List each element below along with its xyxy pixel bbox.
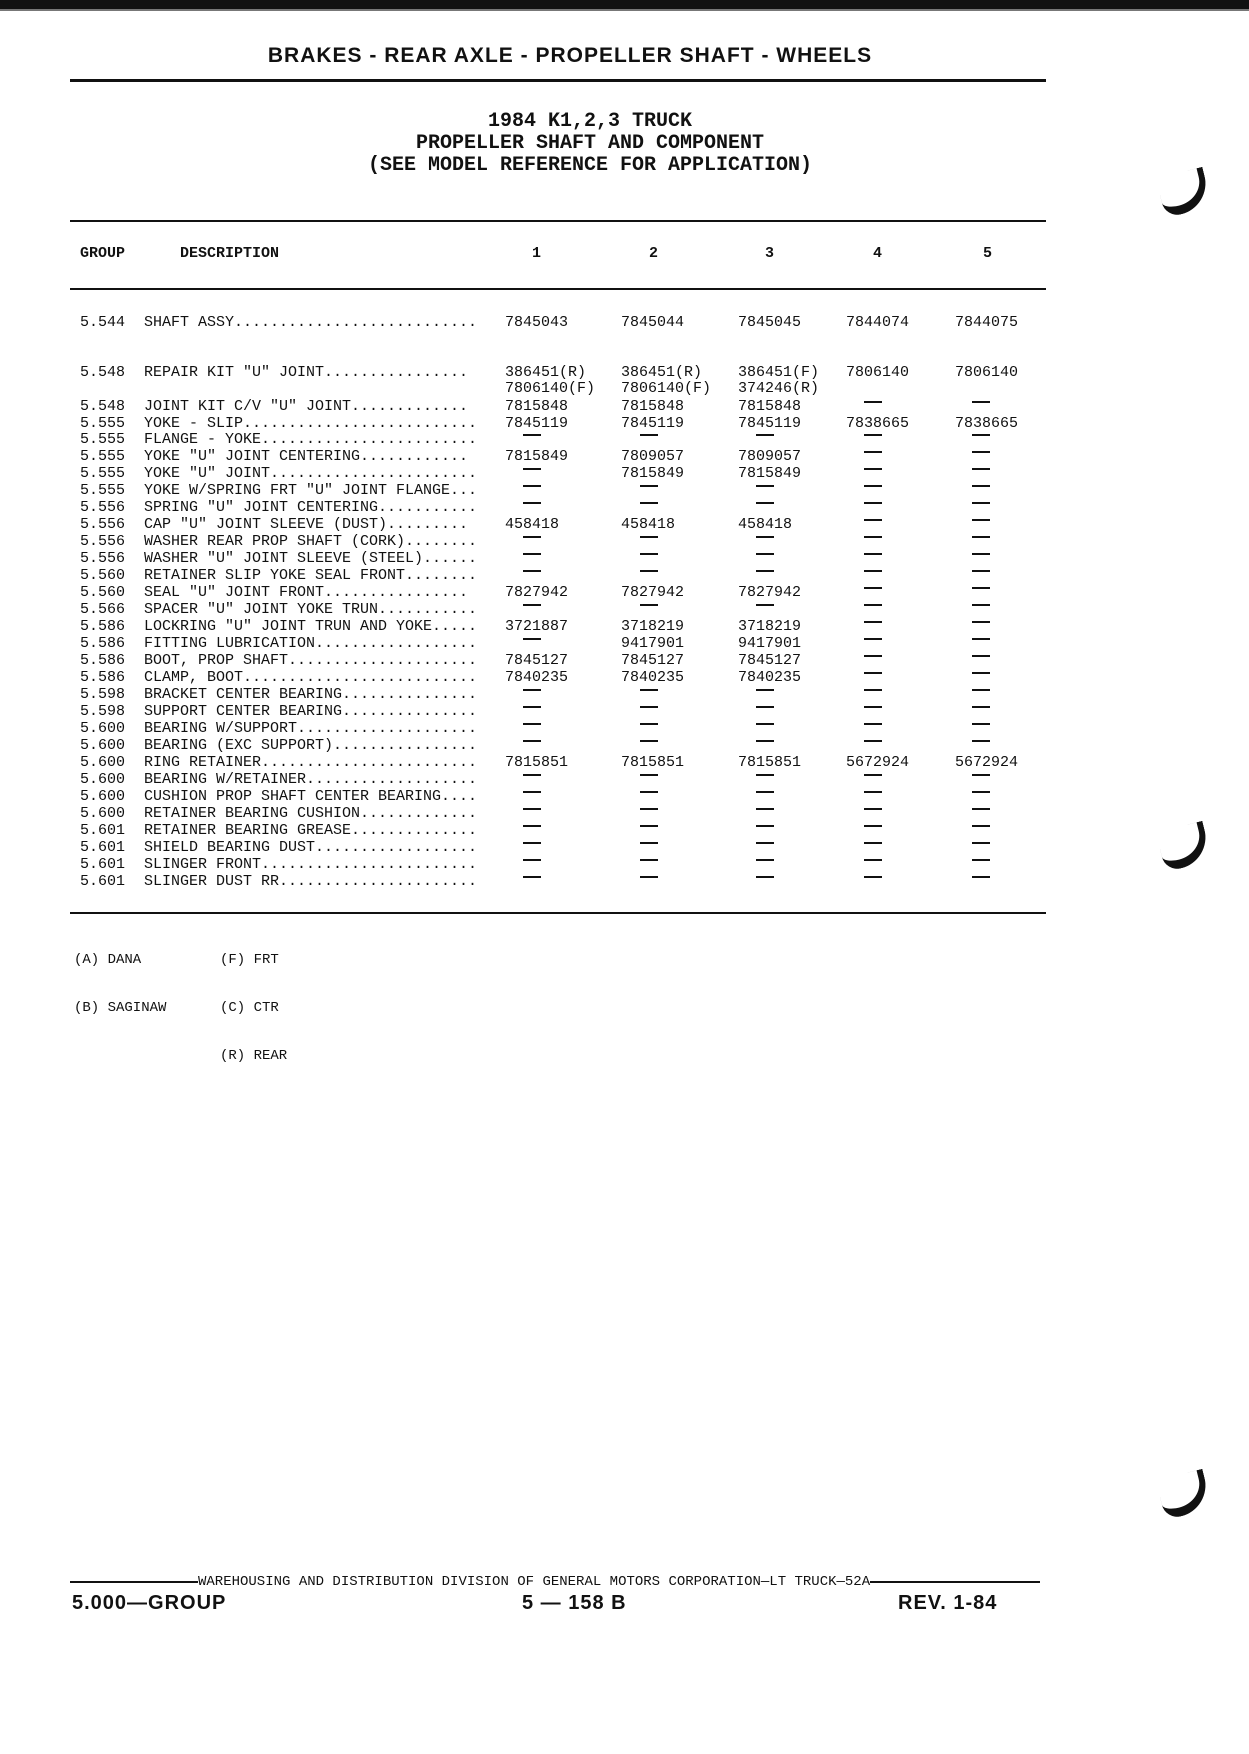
cell-not-applicable-dash: [864, 689, 882, 691]
cell-part-number-col-4: 7844074: [846, 314, 910, 331]
cell-not-applicable-dash: [972, 604, 990, 606]
row-description: JOINT KIT C/V "U" JOINT.............: [144, 399, 469, 415]
cell-part-number-col-1: 7845127: [505, 652, 569, 669]
cell-not-applicable-dash: [640, 689, 658, 691]
row-group: 5.555: [80, 415, 126, 432]
footer-rule-right: [870, 1581, 1040, 1583]
row-group: 5.548: [80, 398, 126, 415]
row-group: 5.601: [80, 873, 126, 890]
row-description: YOKE - SLIP..........................: [144, 416, 478, 432]
cell-not-applicable-dash: [523, 689, 541, 691]
row-group: 5.601: [80, 839, 126, 856]
section-title: BRAKES - REAR AXLE - PROPELLER SHAFT - WHEELS: [267, 44, 873, 67]
cell-not-applicable-dash: [756, 570, 774, 572]
cell-part-number-col-1: 7827942: [505, 584, 569, 601]
cell-not-applicable-dash: [523, 740, 541, 742]
cell-part-number-col-3: 7840235: [738, 669, 802, 686]
cell-not-applicable-dash: [864, 468, 882, 470]
row-description: SPRING "U" JOINT CENTERING...........: [144, 500, 478, 516]
cell-not-applicable-dash: [756, 808, 774, 810]
cell-not-applicable-dash: [523, 468, 541, 470]
cell-not-applicable-dash: [972, 655, 990, 657]
cell-not-applicable-dash: [756, 825, 774, 827]
cell-not-applicable-dash: [864, 774, 882, 776]
column-header-description: DESCRIPTION: [180, 245, 280, 262]
cell-not-applicable-dash: [864, 553, 882, 555]
cell-part-number-col-5: 7844075: [955, 314, 1019, 331]
table-top-rule: [70, 220, 1046, 222]
row-description: RING RETAINER........................: [144, 755, 478, 771]
cell-not-applicable-dash: [640, 485, 658, 487]
cell-not-applicable-dash: [972, 621, 990, 623]
cell-not-applicable-dash: [972, 825, 990, 827]
row-description: YOKE "U" JOINT.......................: [144, 466, 478, 482]
cell-not-applicable-dash: [972, 553, 990, 555]
cell-part-number-col-5: 7806140: [955, 364, 1019, 381]
row-description: SHIELD BEARING DUST..................: [144, 840, 478, 856]
cell-not-applicable-dash: [523, 723, 541, 725]
cell-not-applicable-dash: [640, 740, 658, 742]
cell-not-applicable-dash: [972, 689, 990, 691]
footer-revision: REV. 1-84: [898, 1592, 998, 1614]
cell-not-applicable-dash: [756, 723, 774, 725]
row-group: 5.566: [80, 601, 126, 618]
cell-not-applicable-dash: [523, 570, 541, 572]
row-group: 5.555: [80, 431, 126, 448]
row-description: BOOT, PROP SHAFT.....................: [144, 653, 478, 669]
cell-not-applicable-dash: [640, 570, 658, 572]
cell-not-applicable-dash: [864, 401, 882, 403]
cell-not-applicable-dash: [864, 621, 882, 623]
row-description: SLINGER FRONT........................: [144, 857, 478, 873]
cell-not-applicable-dash: [523, 434, 541, 436]
cell-not-applicable-dash: [640, 706, 658, 708]
column-header-2: 2: [649, 245, 659, 262]
cell-not-applicable-dash: [972, 706, 990, 708]
column-header-group: GROUP: [80, 245, 126, 262]
cell-part-number-col-3: 7815848: [738, 398, 802, 415]
cell-not-applicable-dash: [972, 485, 990, 487]
cell-not-applicable-dash: [972, 791, 990, 793]
cell-not-applicable-dash: [864, 876, 882, 878]
row-group: 5.556: [80, 550, 126, 567]
cell-not-applicable-dash: [756, 774, 774, 776]
row-description: WASHER "U" JOINT SLEEVE (STEEL)......: [144, 551, 478, 567]
cell-not-applicable-dash: [864, 723, 882, 725]
cell-not-applicable-dash: [523, 859, 541, 861]
cell-part-number-col-3: 7827942: [738, 584, 802, 601]
row-group: 5.560: [80, 584, 126, 601]
row-description: REPAIR KIT "U" JOINT................: [144, 365, 469, 381]
row-description: FITTING LUBRICATION..................: [144, 636, 478, 652]
cell-not-applicable-dash: [640, 434, 658, 436]
cell-not-applicable-dash: [640, 604, 658, 606]
cell-not-applicable-dash: [523, 502, 541, 504]
cell-part-number-col-3: 7815851: [738, 754, 802, 771]
row-description: RETAINER SLIP YOKE SEAL FRONT........: [144, 568, 478, 584]
cell-not-applicable-dash: [864, 570, 882, 572]
legend-a: (A) DANA: [74, 952, 142, 968]
cell-not-applicable-dash: [756, 434, 774, 436]
cell-not-applicable-dash: [864, 706, 882, 708]
cell-not-applicable-dash: [640, 808, 658, 810]
cell-part-number-col-4: 7806140: [846, 364, 910, 381]
cell-not-applicable-dash: [972, 434, 990, 436]
cell-not-applicable-dash: [756, 502, 774, 504]
header-bottom-rule: [70, 288, 1046, 290]
cell-not-applicable-dash: [972, 723, 990, 725]
cell-not-applicable-dash: [972, 536, 990, 538]
heading-line-2: PROPELLER SHAFT AND COMPONENT: [415, 132, 765, 155]
cell-not-applicable-dash: [523, 876, 541, 878]
cell-not-applicable-dash: [756, 553, 774, 555]
cell-part-number-col-2: 458418: [621, 516, 676, 533]
cell-not-applicable-dash: [864, 825, 882, 827]
cell-not-applicable-dash: [640, 791, 658, 793]
row-description: SHAFT ASSY...........................: [144, 315, 478, 331]
cell-part-number-col-2: 7840235: [621, 669, 685, 686]
row-description: YOKE "U" JOINT CENTERING............: [144, 449, 469, 465]
cell-not-applicable-dash: [864, 587, 882, 589]
cell-part-number-col-3: 458418: [738, 516, 793, 533]
cell-not-applicable-dash: [972, 638, 990, 640]
cell-not-applicable-dash: [972, 587, 990, 589]
row-group: 5.598: [80, 703, 126, 720]
legend-b: (B) SAGINAW: [74, 1000, 167, 1016]
cell-not-applicable-dash: [972, 774, 990, 776]
page-heading: [0, 111, 1180, 177]
cell-not-applicable-dash: [756, 842, 774, 844]
row-group: 5.600: [80, 771, 126, 788]
cell-not-applicable-dash: [756, 791, 774, 793]
row-group: 5.556: [80, 516, 126, 533]
table-bottom-rule: [70, 912, 1046, 914]
cell-not-applicable-dash: [972, 859, 990, 861]
cell-part-number-col-3: 7845127: [738, 652, 802, 669]
cell-not-applicable-dash: [640, 723, 658, 725]
footer-rule-left: [70, 1581, 198, 1583]
row-description: LOCKRING "U" JOINT TRUN AND YOKE.....: [144, 619, 478, 635]
cell-not-applicable-dash: [864, 638, 882, 640]
row-group: 5.556: [80, 499, 126, 516]
footer-division-line: [70, 1574, 1040, 1590]
footer-division: WAREHOUSING AND DISTRIBUTION DIVISION OF GENERAL MOTORS CORPORATION—LT TRUCK—52A: [198, 1574, 871, 1590]
cell-part-number-col-1: 458418: [505, 516, 560, 533]
cell-not-applicable-dash: [864, 842, 882, 844]
cell-part-number-col-1: 386451(R) 7806140(F): [505, 364, 596, 397]
row-group: 5.555: [80, 465, 126, 482]
cell-not-applicable-dash: [972, 401, 990, 403]
cell-not-applicable-dash: [756, 536, 774, 538]
row-group: 5.600: [80, 754, 126, 771]
row-description: CLAMP, BOOT..........................: [144, 670, 478, 686]
cell-not-applicable-dash: [640, 876, 658, 878]
cell-not-applicable-dash: [864, 502, 882, 504]
cell-not-applicable-dash: [972, 451, 990, 453]
cell-part-number-col-1: 7815848: [505, 398, 569, 415]
cell-not-applicable-dash: [864, 485, 882, 487]
cell-part-number-col-4: 5672924: [846, 754, 910, 771]
row-group: 5.556: [80, 533, 126, 550]
row-description: RETAINER BEARING GREASE..............: [144, 823, 478, 839]
page-top-edge-shadow: [0, 9, 1249, 11]
row-group: 5.598: [80, 686, 126, 703]
cell-not-applicable-dash: [640, 553, 658, 555]
cell-not-applicable-dash: [972, 740, 990, 742]
cell-not-applicable-dash: [640, 842, 658, 844]
row-description: CUSHION PROP SHAFT CENTER BEARING....: [144, 789, 478, 805]
cell-part-number-col-4: 7838665: [846, 415, 910, 432]
row-group: 5.601: [80, 856, 126, 873]
cell-not-applicable-dash: [756, 706, 774, 708]
row-group: 5.560: [80, 567, 126, 584]
cell-not-applicable-dash: [972, 519, 990, 521]
row-description: SPACER "U" JOINT YOKE TRUN...........: [144, 602, 478, 618]
cell-not-applicable-dash: [864, 536, 882, 538]
row-group: 5.601: [80, 822, 126, 839]
cell-part-number-col-2: 7815849: [621, 465, 685, 482]
cell-not-applicable-dash: [972, 468, 990, 470]
cell-part-number-col-1: 7815849: [505, 448, 569, 465]
row-description: WASHER REAR PROP SHAFT (CORK)........: [144, 534, 478, 550]
cell-part-number-col-2: 7845044: [621, 314, 685, 331]
cell-part-number-col-1: 3721887: [505, 618, 569, 635]
cell-not-applicable-dash: [756, 485, 774, 487]
cell-not-applicable-dash: [972, 570, 990, 572]
cell-part-number-col-3: 386451(F) 374246(R): [738, 364, 820, 397]
cell-part-number-col-2: 3718219: [621, 618, 685, 635]
cell-not-applicable-dash: [523, 774, 541, 776]
cell-not-applicable-dash: [864, 808, 882, 810]
cell-not-applicable-dash: [864, 672, 882, 674]
cell-not-applicable-dash: [523, 791, 541, 793]
row-description: FLANGE - YOKE........................: [144, 432, 478, 448]
row-group: 5.600: [80, 788, 126, 805]
cell-not-applicable-dash: [864, 655, 882, 657]
cell-part-number-col-1: 7845119: [505, 415, 569, 432]
cell-part-number-col-3: 7815849: [738, 465, 802, 482]
cell-part-number-col-3: 9417901: [738, 635, 802, 652]
legend-c: (C) CTR: [220, 1000, 279, 1016]
cell-part-number-col-2: 9417901: [621, 635, 685, 652]
title-rule: [70, 79, 1046, 82]
cell-not-applicable-dash: [640, 774, 658, 776]
cell-not-applicable-dash: [864, 859, 882, 861]
row-group: 5.586: [80, 618, 126, 635]
row-group: 5.586: [80, 635, 126, 652]
cell-part-number-col-2: 7845119: [621, 415, 685, 432]
heading-line-1: 1984 K1,2,3 TRUCK: [487, 110, 693, 133]
cell-not-applicable-dash: [864, 740, 882, 742]
cell-part-number-col-5: 7838665: [955, 415, 1019, 432]
cell-not-applicable-dash: [640, 536, 658, 538]
cell-not-applicable-dash: [756, 689, 774, 691]
row-description: BEARING (EXC SUPPORT)................: [144, 738, 478, 754]
cell-part-number-col-5: 5672924: [955, 754, 1019, 771]
cell-not-applicable-dash: [640, 859, 658, 861]
cell-not-applicable-dash: [864, 791, 882, 793]
cell-not-applicable-dash: [640, 825, 658, 827]
cell-part-number-col-2: 7815851: [621, 754, 685, 771]
cell-part-number-col-1: 7840235: [505, 669, 569, 686]
row-description: RETAINER BEARING CUSHION.............: [144, 806, 478, 822]
cell-not-applicable-dash: [523, 485, 541, 487]
cell-not-applicable-dash: [756, 876, 774, 878]
row-group: 5.600: [80, 720, 126, 737]
cell-not-applicable-dash: [523, 638, 541, 640]
cell-part-number-col-2: 7827942: [621, 584, 685, 601]
row-description: YOKE W/SPRING FRT "U" JOINT FLANGE...: [144, 483, 478, 499]
cell-not-applicable-dash: [972, 502, 990, 504]
cell-part-number-col-3: 7845119: [738, 415, 802, 432]
cell-not-applicable-dash: [523, 553, 541, 555]
cell-part-number-col-3: 7845045: [738, 314, 802, 331]
row-group: 5.586: [80, 669, 126, 686]
binder-ring-middle: [1156, 821, 1212, 872]
cell-part-number-col-1: 7815851: [505, 754, 569, 771]
row-description: SUPPORT CENTER BEARING...............: [144, 704, 478, 720]
cell-not-applicable-dash: [523, 825, 541, 827]
cell-not-applicable-dash: [523, 536, 541, 538]
cell-part-number-col-2: 386451(R) 7806140(F): [621, 364, 712, 397]
legend-manufacturers: [74, 920, 166, 1032]
legend-f: (F) FRT: [220, 952, 279, 968]
cell-part-number-col-2: 7845127: [621, 652, 685, 669]
column-header-5: 5: [983, 245, 993, 262]
legend-positions: [220, 920, 287, 1080]
cell-not-applicable-dash: [756, 604, 774, 606]
cell-not-applicable-dash: [523, 604, 541, 606]
row-group: 5.544: [80, 314, 126, 331]
cell-not-applicable-dash: [972, 672, 990, 674]
row-description: SLINGER DUST RR......................: [144, 874, 478, 890]
cell-not-applicable-dash: [864, 451, 882, 453]
row-group: 5.548: [80, 364, 126, 381]
cell-not-applicable-dash: [972, 876, 990, 878]
legend-r: (R) REAR: [220, 1048, 288, 1064]
footer-group: 5.000—GROUP: [72, 1592, 227, 1614]
row-group: 5.600: [80, 805, 126, 822]
binder-ring-bottom: [1156, 1469, 1212, 1520]
row-group: 5.555: [80, 448, 126, 465]
cell-not-applicable-dash: [523, 808, 541, 810]
cell-part-number-col-2: 7809057: [621, 448, 685, 465]
cell-part-number-col-3: 7809057: [738, 448, 802, 465]
cell-not-applicable-dash: [864, 434, 882, 436]
cell-not-applicable-dash: [523, 706, 541, 708]
heading-line-3: (SEE MODEL REFERENCE FOR APPLICATION): [367, 154, 813, 177]
row-group: 5.555: [80, 482, 126, 499]
row-description: CAP "U" JOINT SLEEVE (DUST).........: [144, 517, 469, 533]
footer-page-number: 5 — 158 B: [522, 1592, 627, 1614]
row-group: 5.600: [80, 737, 126, 754]
column-header-4: 4: [873, 245, 883, 262]
row-description: BEARING W/RETAINER...................: [144, 772, 478, 788]
row-description: BRACKET CENTER BEARING...............: [144, 687, 478, 703]
column-header-1: 1: [532, 245, 542, 262]
cell-not-applicable-dash: [864, 519, 882, 521]
cell-part-number-col-2: 7815848: [621, 398, 685, 415]
row-description: SEAL "U" JOINT FRONT................: [144, 585, 469, 601]
cell-not-applicable-dash: [756, 859, 774, 861]
cell-part-number-col-3: 3718219: [738, 618, 802, 635]
cell-not-applicable-dash: [864, 604, 882, 606]
cell-not-applicable-dash: [523, 842, 541, 844]
row-group: 5.586: [80, 652, 126, 669]
cell-not-applicable-dash: [640, 502, 658, 504]
row-description: BEARING W/SUPPORT....................: [144, 721, 478, 737]
cell-not-applicable-dash: [972, 808, 990, 810]
cell-not-applicable-dash: [972, 842, 990, 844]
cell-part-number-col-1: 7845043: [505, 314, 569, 331]
page-top-edge: [0, 0, 1249, 9]
column-header-3: 3: [765, 245, 775, 262]
cell-not-applicable-dash: [756, 740, 774, 742]
